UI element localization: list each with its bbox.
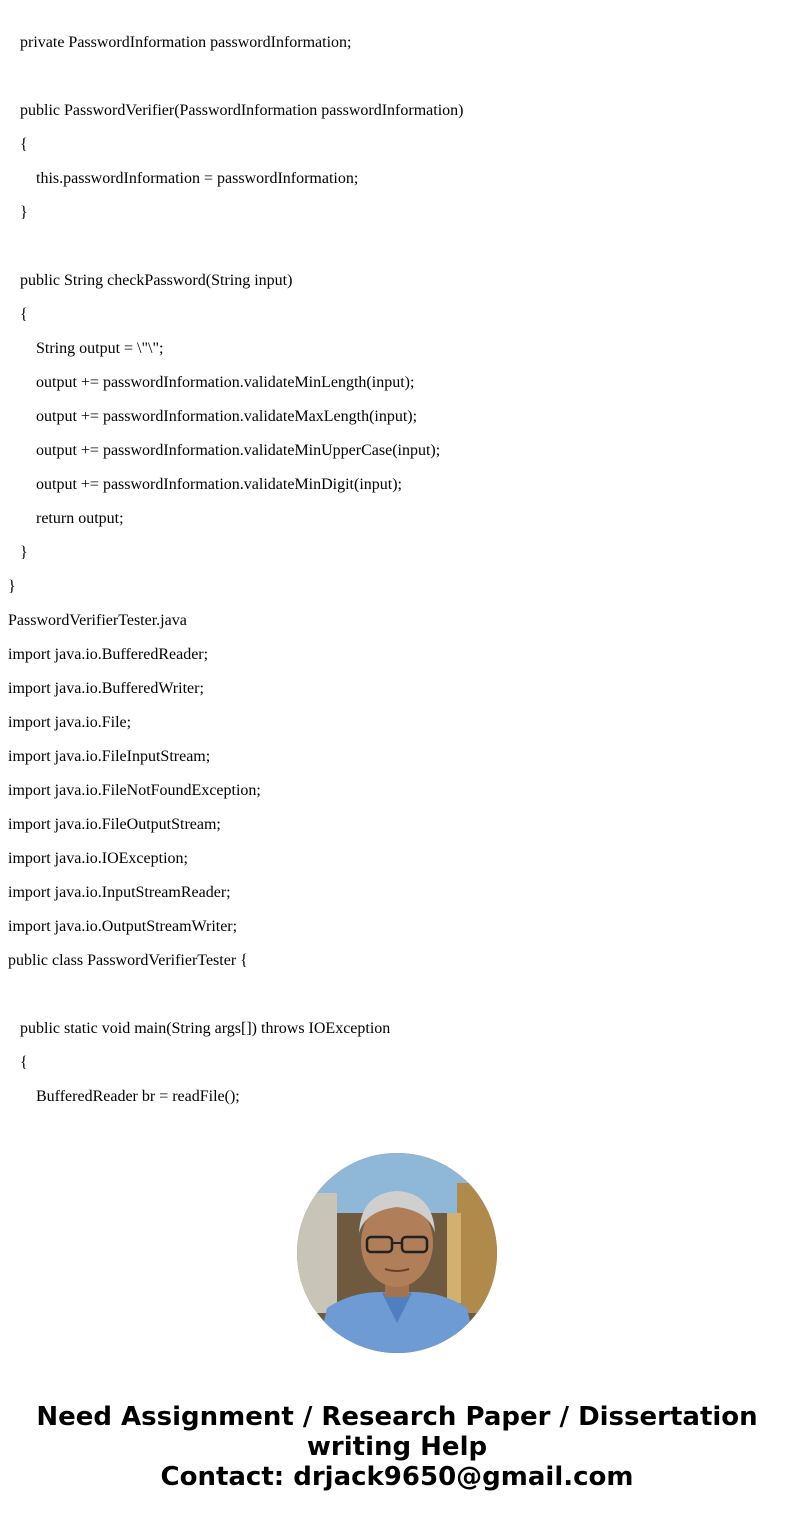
- code-line: [8, 230, 788, 264]
- code-line: private PasswordInformation passwordInformation;: [8, 34, 352, 51]
- code-line: output += passwordInformation.validateMinUpperCase(input);: [8, 442, 441, 459]
- code-line: this.passwordInformation = passwordInformation;: [8, 170, 359, 187]
- code-line: import java.io.File;: [8, 714, 132, 731]
- code-line: public PasswordVerifier(PasswordInformation passwordInformation): [8, 102, 464, 119]
- code-line: String output = \"\";: [8, 340, 164, 357]
- promo-line-1: Need Assignment / Research Paper / Dissertation: [36, 1402, 758, 1432]
- code-line: output += passwordInformation.validateMinLength(input);: [8, 374, 415, 391]
- code-line: {: [8, 306, 28, 323]
- code-listing: [8, 26, 788, 1114]
- code-line: BufferedReader br = readFile();: [8, 1088, 240, 1105]
- code-line: }: [8, 544, 28, 561]
- code-line: {: [8, 136, 28, 153]
- code-line: import java.io.FileNotFoundException;: [8, 782, 261, 799]
- code-line: import java.io.OutputStreamWriter;: [8, 918, 238, 935]
- code-line: public static void main(String args[]) throws IOException: [8, 1020, 391, 1037]
- author-photo: [297, 1153, 497, 1353]
- person-portrait-icon: [297, 1153, 497, 1353]
- code-line: import java.io.FileInputStream;: [8, 748, 211, 765]
- code-line: import java.io.BufferedReader;: [8, 646, 209, 663]
- code-line: import java.io.FileOutputStream;: [8, 816, 221, 833]
- code-line: {: [8, 1054, 28, 1071]
- code-line: [8, 60, 788, 94]
- promo-contact: Contact: drjack9650@gmail.com: [160, 1462, 634, 1492]
- code-line: [8, 978, 788, 1012]
- promo-line-2: writing Help: [306, 1432, 488, 1462]
- promo-banner: [0, 1402, 794, 1492]
- code-line: output += passwordInformation.validateMinDigit(input);: [8, 476, 402, 493]
- code-line: import java.io.IOException;: [8, 850, 188, 867]
- code-line: public String checkPassword(String input): [8, 272, 293, 289]
- code-line: public class PasswordVerifierTester {: [8, 952, 248, 969]
- code-line: PasswordVerifierTester.java: [8, 612, 187, 629]
- code-line: import java.io.InputStreamReader;: [8, 884, 231, 901]
- code-line: }: [8, 578, 16, 595]
- code-line: output += passwordInformation.validateMaxLength(input);: [8, 408, 418, 425]
- code-line: return output;: [8, 510, 124, 527]
- code-line: }: [8, 204, 28, 221]
- code-line: import java.io.BufferedWriter;: [8, 680, 204, 697]
